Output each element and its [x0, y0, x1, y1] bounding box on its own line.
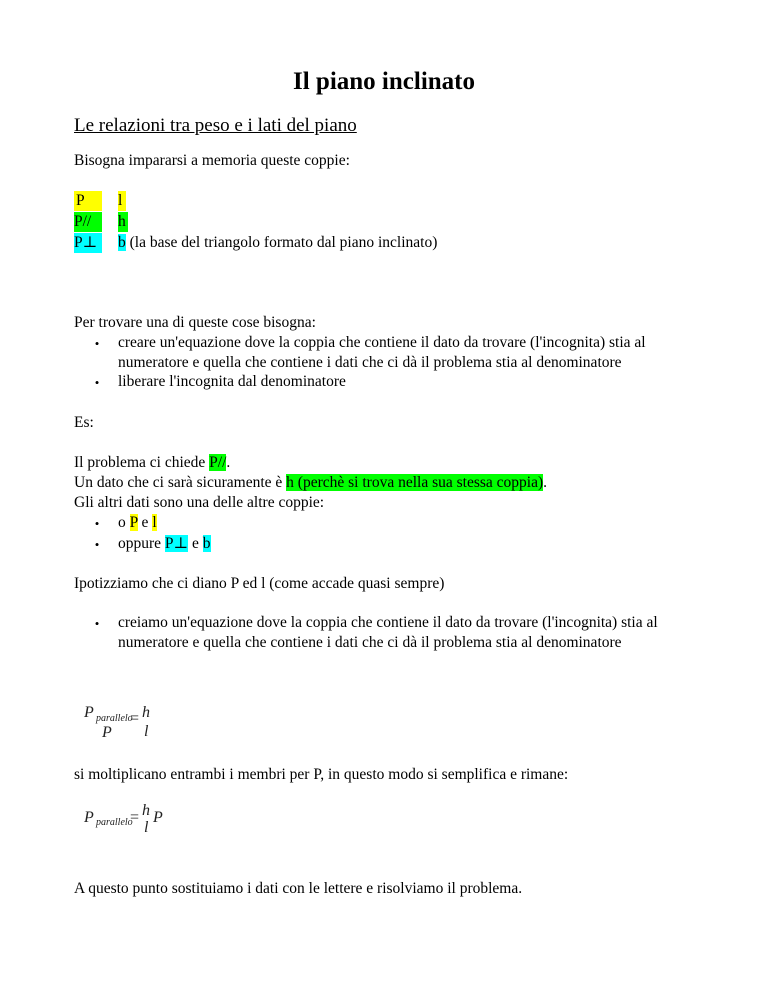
pair-row [74, 212, 574, 232]
pair-right: b [118, 234, 126, 251]
formula-lhs: P [84, 809, 94, 826]
example-text: . [226, 454, 231, 471]
formula-rden: l [144, 723, 149, 740]
bullet-icon: • [94, 537, 100, 552]
formula-rnum: h [142, 704, 150, 721]
formula-num-sub: parallelo [96, 713, 133, 724]
es-label: Es: [74, 414, 94, 431]
page-title: Il piano inclinato [293, 68, 475, 95]
option-b: b [202, 535, 211, 552]
pair-right: l [118, 191, 126, 211]
bullet-icon: • [94, 375, 100, 390]
bullet-icon: • [94, 616, 100, 631]
hypothesis-text: Ipotizziamo che ci diano P ed l (come accade quasi sempre) [74, 575, 445, 592]
highlight-unknown: P// [209, 454, 227, 471]
example-text: Un dato che ci sarà sicuramente è [74, 474, 287, 491]
formula-eq: = [130, 710, 140, 727]
example-text: . [543, 474, 547, 491]
pair-note: (la base del triangolo formato dal piano inclinato) [125, 234, 438, 251]
option-1 [118, 513, 157, 533]
option-a: P [129, 514, 138, 531]
formula-num: P [84, 704, 94, 721]
example-text: Il problema ci chiede [74, 454, 210, 471]
formula-eq: = [130, 809, 140, 826]
pair-row [74, 233, 634, 253]
method-step: liberare l'incognita dal denominatore [118, 373, 346, 390]
option-text: o [118, 514, 130, 531]
pair-row [74, 191, 574, 211]
option-2 [118, 534, 211, 554]
section-subtitle: Le relazioni tra peso e i lati del piano [74, 115, 357, 136]
pair-right-group [118, 233, 437, 253]
formula-rnum: h [142, 802, 150, 819]
pair-left: P [74, 191, 102, 211]
step-text: creiamo un'equazione dove la coppia che contiene il dato da trovare (l'incognita) stia al numeratore e quella che contiene i dati che ci dà il problema stia al denominatore [118, 614, 658, 651]
bullet-icon: • [94, 516, 100, 531]
conclusion-text: A questo punto sostituiamo i dati con le lettere e risolviamo il problema. [74, 880, 523, 897]
option-text: oppure [118, 535, 165, 552]
formula-rden: l [144, 819, 149, 836]
example-line-1 [74, 453, 230, 473]
example-line-3: Gli altri dati sono una delle altre coppie: [74, 494, 325, 511]
pair-left: P// [74, 212, 102, 232]
formula-den: P [102, 724, 112, 741]
method-step: creare un'equazione dove la coppia che contiene il dato da trovare (l'incognita) stia al numeratore e quella che contiene i dati che ci dà il problema stia al denominatore [118, 334, 646, 371]
formula-1 [84, 704, 204, 748]
option-text: e [137, 514, 153, 531]
bullet-icon: • [94, 336, 100, 351]
formula-lhs-sub: parallelo [96, 817, 133, 828]
formula-2 [84, 802, 204, 842]
highlight-known: h (perchè si trova nella sua stessa coppia) [286, 474, 544, 491]
formula-rfactor: P [153, 809, 163, 826]
multiply-text: si moltiplicano entrambi i membri per P, in questo modo si semplifica e rimane: [74, 766, 569, 783]
option-text: e [188, 535, 203, 552]
method-intro: Per trovare una di queste cose bisogna: [74, 314, 316, 331]
pair-left: P⊥ [74, 233, 102, 253]
pair-right: h [118, 212, 128, 232]
intro-text: Bisogna impararsi a memoria queste coppie: [74, 152, 350, 169]
example-line-2 [74, 473, 547, 493]
option-b: l [152, 514, 157, 531]
option-a: P⊥ [164, 535, 189, 552]
